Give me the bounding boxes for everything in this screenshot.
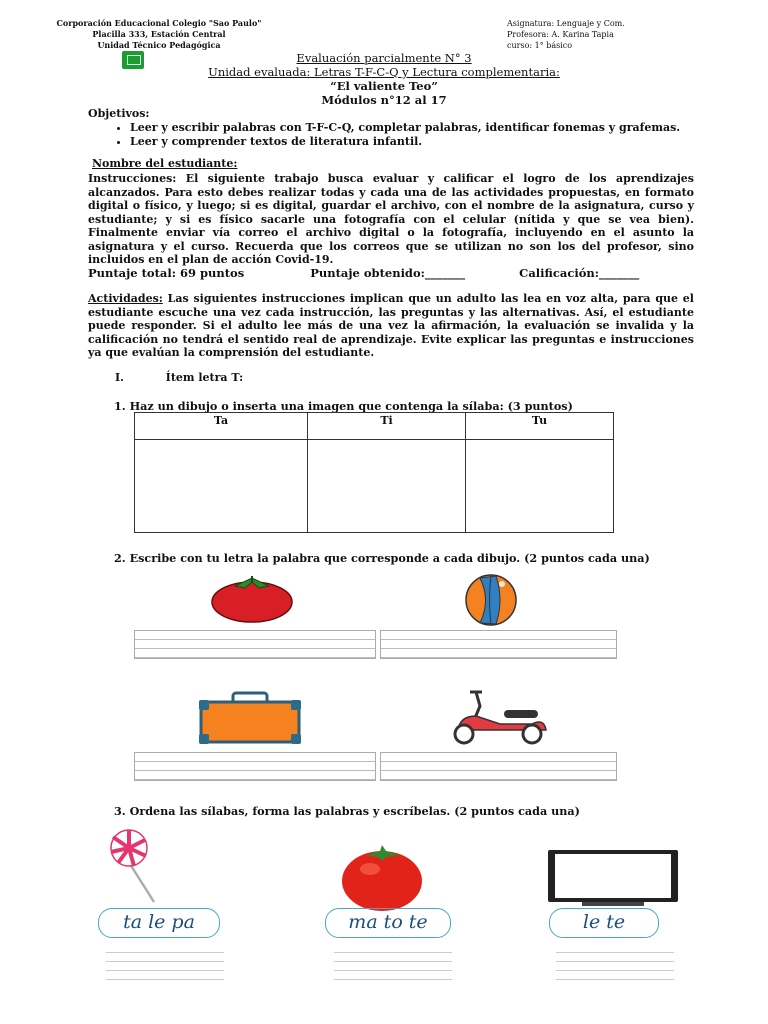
- school-name: Corporación Educacional Colegio "Sao Paulo": [56, 18, 262, 28]
- syllable-card-1: ta le pa: [98, 908, 220, 938]
- answer-lines-ball[interactable]: [380, 630, 617, 659]
- objective-item: • Leer y escribir palabras con T-F-C-Q, completar palabras, identificar fonemas y grafemas.: [130, 121, 680, 135]
- total-score: Puntaje total: 69 puntos: [88, 266, 245, 280]
- section-label: Ítem letra T:: [165, 371, 244, 384]
- school-unit: Unidad Técnico Pedagógica: [97, 40, 221, 50]
- activities-paragraph: [88, 292, 694, 360]
- school-address: Placilla 333, Estación Central: [92, 29, 226, 39]
- question-2: 2. Escribe con tu letra la palabra que corresponde a cada dibujo. (2 puntos cada una): [114, 551, 650, 565]
- syllable-card-3: le te: [549, 908, 659, 938]
- activities-lead: Actividades:: [88, 292, 163, 305]
- lollipop-image: [104, 828, 164, 906]
- objective-item: • Leer y comprender textos de literatura infantil.: [130, 135, 680, 149]
- answer-lines-scooter[interactable]: [380, 752, 617, 781]
- score-line: [88, 266, 639, 280]
- activities-text: Las siguientes instrucciones implican que un adulto las lea en voz alta, para que el estudiante escuche una vez cada instrucción, las preguntas y las alternativas. Así, el estudiante puede responder. Si el adulto lee más de una vez la afirmación, la evaluación se invalida y la calificación no tendrá el sentido real de aprendizaje. Evite explicar las preguntas e instrucciones ya que evalúan la comprensión del estudiante.: [88, 292, 694, 359]
- objectives-label: Objetivos:: [88, 107, 150, 120]
- subject-line: Asignatura: Lenguaje y Com.: [507, 19, 625, 28]
- obtained-score: Puntaje obtenido:_______: [310, 266, 466, 280]
- ball-image: [458, 572, 524, 628]
- question-1: 1. Haz un dibujo o inserta una imagen que contenga la sílaba: (3 puntos): [114, 399, 573, 413]
- tomato-image-2: [336, 843, 428, 913]
- tomato-image: [205, 572, 300, 624]
- teacher-line: Profesora: A. Karina Tapia: [507, 30, 614, 39]
- scooter-image: [440, 686, 555, 746]
- unit-title: Unidad evaluada: Letras T-F-C-Q y Lectura complementaria:: [208, 65, 560, 79]
- suitcase-image: [195, 690, 305, 746]
- drawing-cell-ta[interactable]: [135, 440, 308, 533]
- drawing-cell-ti[interactable]: [308, 440, 466, 533]
- syllable-card-2: ma to te: [325, 908, 451, 938]
- objectives-list: [110, 121, 680, 148]
- modules-title: Módulos n°12 al 17: [321, 93, 447, 107]
- table-header-ti: Ti: [308, 413, 466, 440]
- section-number: I.: [115, 371, 124, 384]
- television-image: [546, 848, 680, 908]
- instructions-paragraph: Instrucciones: El siguiente trabajo busca evaluar y calificar el logro de los aprendizajes alcanzados. Para esto debes realizar todas y cada una de las actividades propuestas, en formato digital o físico, y luego; si es digital, guardar el archivo, con el nombre de la asignatura, curso y estudiante; y si es físico sacarle una fotografía con el celular (nítida y que se vea bien). Finalmente enviar vía correo el archivo digital o la fotografía, incluyendo en el asunto la asignatura y el curso. Recuerda que los correos que se utilizan no son los del profesor, sino incluidos en el plan de acción Covid-19.: [88, 172, 694, 266]
- question-3: 3. Ordena las sílabas, forma las palabras y escríbelas. (2 puntos cada una): [114, 804, 580, 818]
- student-name-label: Nombre del estudiante:: [92, 157, 238, 170]
- section-heading: [115, 371, 243, 385]
- school-header: [44, 18, 274, 51]
- answer-lines-tomato[interactable]: [134, 630, 376, 659]
- write-lines-1[interactable]: [106, 944, 224, 980]
- drawing-cell-tu[interactable]: [466, 440, 614, 533]
- book-title: “El valiente Teo”: [330, 79, 438, 93]
- table-header-ta: Ta: [135, 413, 308, 440]
- course-line: curso: 1° básico: [507, 41, 573, 50]
- write-lines-3[interactable]: [556, 944, 674, 980]
- syllable-drawing-table: [134, 412, 614, 533]
- course-info: [507, 18, 625, 51]
- evaluation-title: Evaluación parcialmente N° 3: [296, 51, 472, 65]
- write-lines-2[interactable]: [334, 944, 452, 980]
- table-header-tu: Tu: [466, 413, 614, 440]
- answer-lines-suitcase[interactable]: [134, 752, 376, 781]
- grade-field: Calificación:_______: [519, 266, 640, 280]
